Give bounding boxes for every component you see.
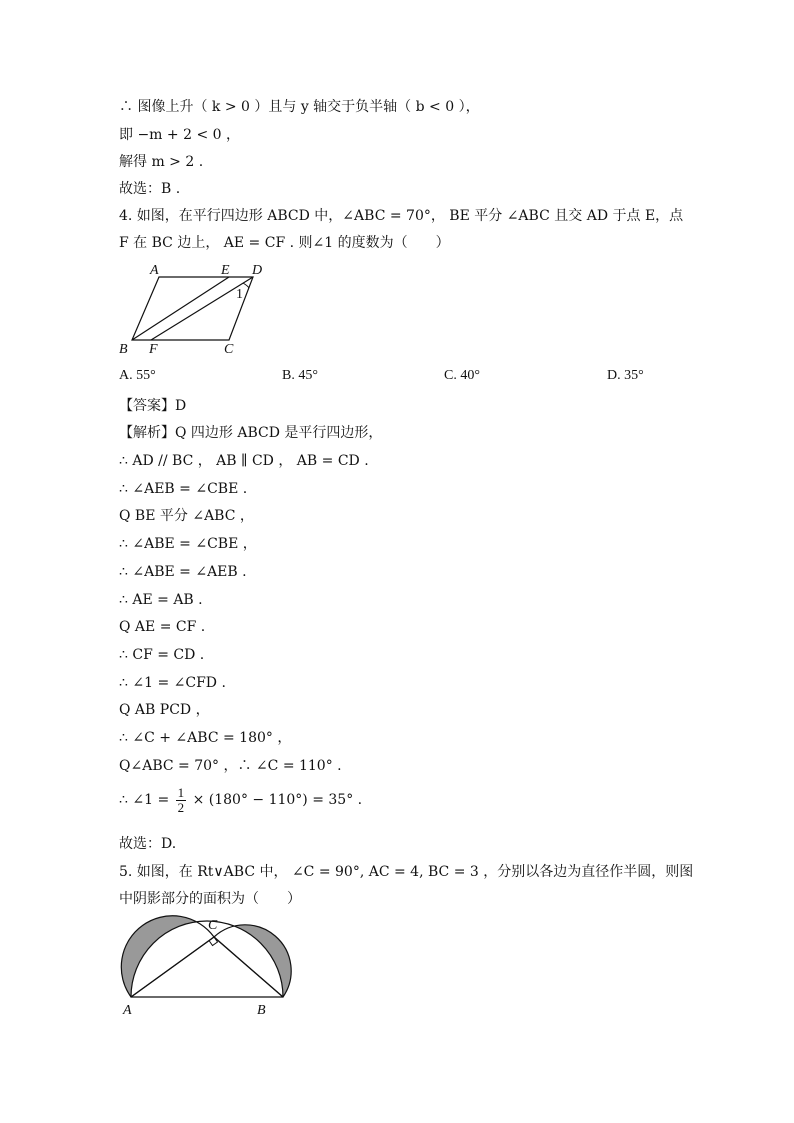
analysis-line: Q AE = CF .	[119, 619, 206, 635]
analysis-line: ∴ ∠ABE = ∠AEB .	[119, 564, 247, 580]
vertex-label-f: F	[149, 342, 158, 357]
text-line: 解得 m > 2 .	[119, 154, 204, 170]
vertex-label-a: A	[150, 263, 159, 278]
analysis-line: Q AB PCD ，	[119, 702, 210, 718]
angle-label-1: 1	[236, 287, 243, 302]
vertex-label-a: A	[123, 1003, 132, 1018]
fraction-one-half	[176, 786, 187, 815]
analysis-line: ∴ ∠AEB = ∠CBE .	[119, 481, 248, 497]
text-line: 即 −m + 2 < 0 ，	[119, 127, 240, 143]
analysis-line: 【解析】Q 四边形 ABCD 是平行四边形，	[119, 425, 383, 441]
question-4-line-2: F 在 BC 边上， AE = CF . 则∠1 的度数为（ ）	[119, 235, 450, 251]
analysis-line: ∴ ∠ABE = ∠CBE ，	[119, 536, 257, 552]
parallelogram-figure	[115, 258, 275, 358]
vertex-label-d: D	[252, 263, 263, 278]
formula-suffix: × (180° − 110°) = 35° .	[192, 792, 363, 808]
analysis-line: Q BE 平分 ∠ABC ，	[119, 508, 254, 524]
vertex-label-b: B	[257, 1003, 266, 1018]
analysis-line: 故选：D.	[119, 836, 177, 852]
shaded-region	[121, 916, 214, 997]
analysis-line: ∴ AD // BC ， AB ∥ CD ， AB = CD .	[119, 453, 369, 469]
option-a: A. 55°	[119, 368, 156, 383]
fraction-denominator: 2	[177, 799, 185, 815]
question-5-line-2: 中阴影部分的面积为（ ）	[119, 891, 301, 907]
formula-prefix: ∴ ∠1 =	[119, 792, 170, 808]
vertex-label-c: C	[208, 918, 218, 933]
vertex-label-b: B	[119, 342, 128, 357]
analysis-line: Q∠ABC = 70° ，∴ ∠C = 110° .	[119, 758, 342, 774]
text-line: ∴ 图像上升（ k > 0 ）且与 y 轴交于负半轴（ b < 0 ），	[119, 99, 480, 115]
option-d: D. 35°	[607, 368, 644, 383]
question-5-line-1: 5. 如图，在 Rt∨ABC 中， ∠C = 90°, AC = 4, BC = 3 ，分别以各边为直径作半圆，则图	[119, 864, 694, 880]
question-4-line-1: 4. 如图，在平行四边形 ABCD 中，∠ABC = 70°， BE 平分 ∠ABC 且交 AD 于点 E，点	[119, 208, 684, 224]
analysis-line: ∴ AE = AB .	[119, 592, 203, 608]
fraction-numerator: 1	[177, 784, 185, 800]
option-b: B. 45°	[282, 368, 318, 383]
answer-label: 【答案】D	[119, 398, 187, 414]
analysis-line: ∴ ∠1 = ∠CFD .	[119, 675, 226, 691]
analysis-line: ∴ ∠C + ∠ABC = 180° ，	[119, 730, 292, 746]
semicircle-figure	[110, 912, 300, 1022]
analysis-line: ∴ CF = CD .	[119, 647, 205, 663]
analysis-formula-line	[119, 783, 362, 817]
option-c: C. 40°	[444, 368, 480, 383]
vertex-label-c: C	[224, 342, 234, 357]
text-line: 故选：B .	[119, 181, 181, 197]
vertex-label-e: E	[221, 263, 230, 278]
